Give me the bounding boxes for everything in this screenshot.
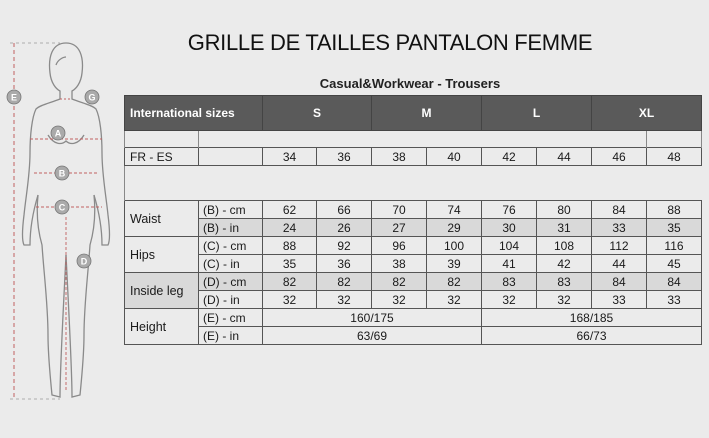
table-cell: 80 (537, 201, 592, 219)
page-title: GRILLE DE TAILLES PANTALON FEMME (187, 30, 593, 55)
table-cell: 104 (482, 237, 537, 255)
unit-cell: (D) - in (199, 291, 263, 309)
unit-cell: (D) - cm (199, 273, 263, 291)
marker-c (55, 200, 69, 214)
table-cell: 82 (263, 273, 317, 291)
svg-text:G: G (88, 92, 96, 103)
unit-cell: (C) - cm (199, 237, 263, 255)
table-cell: 88 (263, 237, 317, 255)
table-cell: 108 (537, 237, 592, 255)
table-cell: 32 (537, 291, 592, 309)
marker-e (7, 90, 21, 104)
unit-cell: (C) - in (199, 255, 263, 273)
svg-text:B: B (58, 168, 66, 179)
unit-cell: (B) - cm (199, 201, 263, 219)
hips-label: Hips (125, 237, 199, 273)
table-row (125, 327, 702, 345)
marker-b (55, 166, 69, 180)
table-cell: 84 (592, 201, 647, 219)
unit-cell: (E) - cm (199, 309, 263, 327)
table-cell: 36 (317, 255, 372, 273)
table-cell: 66/73 (482, 327, 702, 345)
table-row (125, 273, 702, 291)
table-cell: 32 (317, 291, 372, 309)
table-row (125, 291, 702, 309)
table-cell: 39 (427, 255, 482, 273)
table-cell: 82 (372, 273, 427, 291)
svg-text:D: D (80, 256, 88, 267)
svg-text:A: A (54, 128, 62, 139)
inside-leg-label: Inside leg (125, 273, 199, 309)
table-cell: 29 (427, 219, 482, 237)
table-cell: 112 (592, 237, 647, 255)
table-cell: 66 (317, 201, 372, 219)
header-row (125, 96, 702, 131)
table-cell: 96 (372, 237, 427, 255)
international-sizes-label: International sizes (125, 96, 263, 131)
table-cell: 160/175 (263, 309, 482, 327)
marker-a (51, 126, 65, 140)
marker-g (85, 90, 99, 104)
table-row (125, 255, 702, 273)
table-cell: 35 (647, 219, 702, 237)
table-cell: 45 (647, 255, 702, 273)
table-cell: 41 (482, 255, 537, 273)
fr-es-label: FR - ES (125, 148, 199, 166)
table-cell: 35 (263, 255, 317, 273)
table-cell: 32 (427, 291, 482, 309)
size-header-m: M (372, 96, 482, 131)
table-cell: 88 (647, 201, 702, 219)
table-cell: 32 (372, 291, 427, 309)
height-label: Height (125, 309, 199, 345)
table-cell: 30 (482, 219, 537, 237)
svg-text:C: C (58, 202, 66, 213)
table-cell: 36 (317, 148, 372, 166)
table-cell: 83 (482, 273, 537, 291)
table-cell: 31 (537, 219, 592, 237)
table-cell: 48 (647, 148, 702, 166)
fr-es-row (125, 148, 702, 166)
table-cell: 100 (427, 237, 482, 255)
size-header-s: S (263, 96, 372, 131)
table-cell: 70 (372, 201, 427, 219)
table-cell: 42 (537, 255, 592, 273)
table-row (125, 219, 702, 237)
unit-cell: (B) - in (199, 219, 263, 237)
marker-d (77, 254, 91, 268)
table-cell: 44 (537, 148, 592, 166)
size-header-xl: XL (592, 96, 702, 131)
table-cell: 32 (263, 291, 317, 309)
table-cell: 38 (372, 255, 427, 273)
table-row (125, 309, 702, 327)
table-cell: 27 (372, 219, 427, 237)
table-cell: 32 (482, 291, 537, 309)
table-cell: 26 (317, 219, 372, 237)
table-cell: 34 (263, 148, 317, 166)
unit-cell: (E) - in (199, 327, 263, 345)
table-cell: 74 (427, 201, 482, 219)
table-cell: 116 (647, 237, 702, 255)
table-row (125, 201, 702, 219)
table-cell: 38 (372, 148, 427, 166)
table-cell: 24 (263, 219, 317, 237)
table-cell: 33 (592, 291, 647, 309)
table-cell: 33 (592, 219, 647, 237)
table-cell: 63/69 (263, 327, 482, 345)
size-header-l: L (482, 96, 592, 131)
table-cell: 83 (537, 273, 592, 291)
table-cell: 92 (317, 237, 372, 255)
table-cell: 84 (592, 273, 647, 291)
table-row (125, 237, 702, 255)
table-cell: 82 (427, 273, 482, 291)
table-cell: 40 (427, 148, 482, 166)
table-cell: 33 (647, 291, 702, 309)
size-table (124, 95, 702, 345)
table-cell: 84 (647, 273, 702, 291)
table-cell: 44 (592, 255, 647, 273)
waist-label: Waist (125, 201, 199, 237)
table-cell: 76 (482, 201, 537, 219)
table-subtitle: Casual&Workwear - Trousers (319, 76, 501, 91)
table-cell: 62 (263, 201, 317, 219)
table-cell: 168/185 (482, 309, 702, 327)
svg-text:E: E (10, 92, 18, 103)
table-cell: 46 (592, 148, 647, 166)
table-cell: 82 (317, 273, 372, 291)
body-measurement-figure (0, 35, 120, 435)
table-cell: 42 (482, 148, 537, 166)
